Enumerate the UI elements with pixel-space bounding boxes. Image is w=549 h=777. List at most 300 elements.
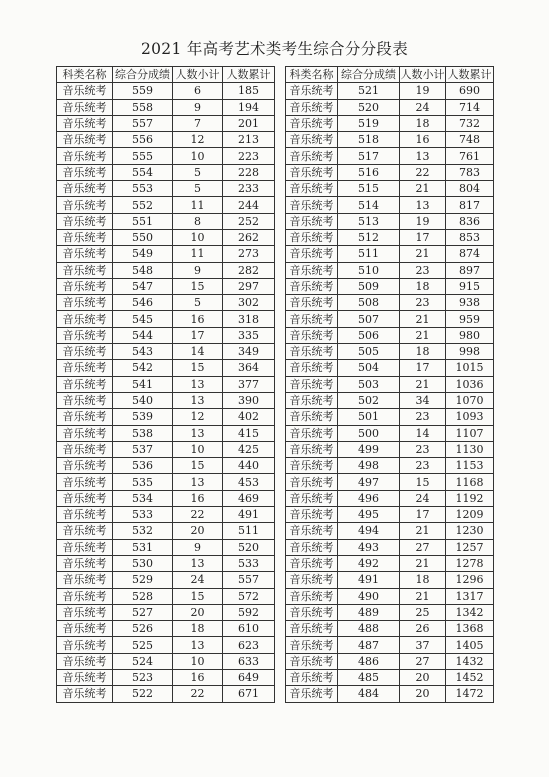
cell-score: 485 — [338, 669, 400, 685]
cell-category: 音乐统考 — [286, 132, 338, 148]
cell-cumulative: 335 — [223, 327, 275, 343]
cell-count: 27 — [400, 539, 446, 555]
cell-cumulative: 1342 — [446, 604, 494, 620]
cell-count: 17 — [400, 507, 446, 523]
cell-cumulative: 262 — [223, 229, 275, 245]
table-row — [286, 115, 494, 131]
header-category: 科类名称 — [57, 67, 113, 83]
cell-category: 音乐统考 — [286, 637, 338, 653]
cell-cumulative: 1168 — [446, 474, 494, 490]
cell-score: 531 — [113, 539, 173, 555]
table-row — [286, 229, 494, 245]
cell-category: 音乐统考 — [286, 653, 338, 669]
table-row — [286, 425, 494, 441]
cell-cumulative: 1452 — [446, 669, 494, 685]
cell-score: 492 — [338, 555, 400, 571]
cell-cumulative: 714 — [446, 99, 494, 115]
cell-count: 15 — [400, 474, 446, 490]
cell-count: 23 — [400, 262, 446, 278]
cell-cumulative: 783 — [446, 164, 494, 180]
table-row — [286, 99, 494, 115]
cell-cumulative: 1368 — [446, 621, 494, 637]
cell-score: 505 — [338, 344, 400, 360]
cell-score: 539 — [113, 409, 173, 425]
cell-score: 526 — [113, 621, 173, 637]
table-row — [57, 246, 275, 262]
cell-count: 16 — [173, 669, 223, 685]
table-row — [57, 262, 275, 278]
cell-cumulative: 511 — [223, 523, 275, 539]
cell-score: 555 — [113, 148, 173, 164]
cell-count: 5 — [173, 164, 223, 180]
cell-count: 25 — [400, 604, 446, 620]
cell-cumulative: 836 — [446, 213, 494, 229]
cell-category: 音乐统考 — [286, 262, 338, 278]
table-header-row — [286, 67, 494, 83]
cell-category: 音乐统考 — [286, 392, 338, 408]
table-header-row — [57, 67, 275, 83]
cell-count: 23 — [400, 441, 446, 457]
cell-score: 496 — [338, 490, 400, 506]
cell-cumulative: 302 — [223, 295, 275, 311]
cell-category: 音乐统考 — [286, 213, 338, 229]
cell-score: 548 — [113, 262, 173, 278]
cell-cumulative: 425 — [223, 441, 275, 457]
cell-category: 音乐统考 — [57, 392, 113, 408]
cell-score: 554 — [113, 164, 173, 180]
cell-category: 音乐统考 — [286, 474, 338, 490]
table-row — [286, 246, 494, 262]
cell-cumulative: 649 — [223, 669, 275, 685]
cell-category: 音乐统考 — [57, 213, 113, 229]
cell-count: 19 — [400, 83, 446, 99]
cell-count: 23 — [400, 458, 446, 474]
cell-cumulative: 273 — [223, 246, 275, 262]
cell-category: 音乐统考 — [57, 458, 113, 474]
cell-cumulative: 761 — [446, 148, 494, 164]
cell-cumulative: 318 — [223, 311, 275, 327]
cell-category: 音乐统考 — [57, 344, 113, 360]
cell-count: 13 — [173, 392, 223, 408]
header-count: 人数小计 — [400, 68, 445, 82]
table-row — [286, 327, 494, 343]
cell-score: 538 — [113, 425, 173, 441]
cell-category: 音乐统考 — [286, 604, 338, 620]
cell-cumulative: 633 — [223, 653, 275, 669]
cell-cumulative: 364 — [223, 360, 275, 376]
cell-cumulative: 533 — [223, 555, 275, 571]
cell-count: 8 — [173, 213, 223, 229]
cell-cumulative: 233 — [223, 181, 275, 197]
cell-category: 音乐统考 — [57, 572, 113, 588]
cell-score: 547 — [113, 278, 173, 294]
cell-score: 535 — [113, 474, 173, 490]
cell-count: 18 — [173, 621, 223, 637]
cell-category: 音乐统考 — [286, 181, 338, 197]
table-row — [57, 311, 275, 327]
cell-count: 24 — [400, 99, 446, 115]
cell-category: 音乐统考 — [57, 197, 113, 213]
table-row — [286, 148, 494, 164]
cell-count: 14 — [173, 344, 223, 360]
table-row — [286, 295, 494, 311]
cell-score: 549 — [113, 246, 173, 262]
cell-score: 498 — [338, 458, 400, 474]
cell-count: 17 — [173, 327, 223, 343]
cell-score: 532 — [113, 523, 173, 539]
cell-score: 529 — [113, 572, 173, 588]
cell-category: 音乐统考 — [57, 360, 113, 376]
cell-category: 音乐统考 — [57, 115, 113, 131]
table-row — [57, 458, 275, 474]
table-row — [57, 360, 275, 376]
cell-score: 556 — [113, 132, 173, 148]
cell-score: 511 — [338, 246, 400, 262]
cell-score: 489 — [338, 604, 400, 620]
cell-score: 519 — [338, 115, 400, 131]
cell-category: 音乐统考 — [286, 523, 338, 539]
page-title: 2021 年高考艺术类考生综合分分段表 — [140, 40, 409, 58]
cell-count: 16 — [173, 311, 223, 327]
header-category: 科类名称 — [286, 67, 338, 83]
cell-category: 音乐统考 — [286, 669, 338, 685]
table-row — [286, 588, 494, 604]
cell-count: 20 — [173, 604, 223, 620]
cell-category: 音乐统考 — [286, 229, 338, 245]
cell-category: 音乐统考 — [286, 148, 338, 164]
table-row — [57, 507, 275, 523]
cell-count: 17 — [400, 229, 446, 245]
cell-count: 22 — [173, 507, 223, 523]
cell-score: 542 — [113, 360, 173, 376]
table-row — [57, 409, 275, 425]
cell-cumulative: 817 — [446, 197, 494, 213]
cell-count: 5 — [173, 295, 223, 311]
cell-category: 音乐统考 — [57, 327, 113, 343]
cell-cumulative: 915 — [446, 278, 494, 294]
table-row — [286, 637, 494, 653]
cell-category: 音乐统考 — [57, 246, 113, 262]
table-row — [286, 539, 494, 555]
cell-count: 20 — [400, 669, 446, 685]
table-row — [57, 213, 275, 229]
cell-cumulative: 980 — [446, 327, 494, 343]
cell-score: 514 — [338, 197, 400, 213]
cell-count: 15 — [173, 588, 223, 604]
cell-category: 音乐统考 — [57, 181, 113, 197]
cell-cumulative: 690 — [446, 83, 494, 99]
table-row — [286, 83, 494, 99]
cell-score: 545 — [113, 311, 173, 327]
cell-score: 533 — [113, 507, 173, 523]
cell-count: 5 — [173, 181, 223, 197]
table-row — [286, 409, 494, 425]
cell-cumulative: 402 — [223, 409, 275, 425]
cell-score: 484 — [338, 686, 400, 702]
cell-category: 音乐统考 — [286, 555, 338, 571]
table-row — [286, 490, 494, 506]
cell-count: 10 — [173, 653, 223, 669]
cell-cumulative: 297 — [223, 278, 275, 294]
cell-cumulative: 491 — [223, 507, 275, 523]
cell-count: 13 — [173, 376, 223, 392]
cell-count: 22 — [173, 686, 223, 702]
cell-cumulative: 804 — [446, 181, 494, 197]
cell-cumulative: 623 — [223, 637, 275, 653]
cell-score: 502 — [338, 392, 400, 408]
table-row — [286, 197, 494, 213]
score-table-left — [56, 66, 275, 703]
cell-count: 16 — [400, 132, 446, 148]
score-table-right — [285, 66, 494, 703]
cell-score: 546 — [113, 295, 173, 311]
cell-count: 12 — [173, 409, 223, 425]
cell-category: 音乐统考 — [57, 686, 113, 702]
cell-category: 音乐统考 — [286, 311, 338, 327]
cell-cumulative: 959 — [446, 311, 494, 327]
cell-count: 15 — [173, 458, 223, 474]
cell-category: 音乐统考 — [57, 425, 113, 441]
table-row — [286, 311, 494, 327]
cell-category: 音乐统考 — [57, 164, 113, 180]
table-row — [286, 132, 494, 148]
cell-category: 音乐统考 — [286, 588, 338, 604]
cell-count: 21 — [400, 588, 446, 604]
cell-count: 21 — [400, 523, 446, 539]
table-row — [286, 686, 494, 702]
table-row — [57, 278, 275, 294]
cell-score: 515 — [338, 181, 400, 197]
cell-count: 11 — [173, 197, 223, 213]
cell-score: 544 — [113, 327, 173, 343]
cell-count: 10 — [173, 148, 223, 164]
cell-count: 13 — [173, 474, 223, 490]
cell-cumulative: 252 — [223, 213, 275, 229]
cell-category: 音乐统考 — [57, 621, 113, 637]
header-score: 综合分成绩 — [338, 67, 400, 83]
table-row — [57, 344, 275, 360]
cell-cumulative: 572 — [223, 588, 275, 604]
cell-category: 音乐统考 — [57, 83, 113, 99]
table-row — [57, 669, 275, 685]
table-row — [57, 474, 275, 490]
cell-score: 559 — [113, 83, 173, 99]
table-row — [286, 360, 494, 376]
table-row — [286, 474, 494, 490]
cell-cumulative: 1405 — [446, 637, 494, 653]
cell-count: 23 — [400, 295, 446, 311]
cell-score: 495 — [338, 507, 400, 523]
cell-category: 音乐统考 — [57, 539, 113, 555]
cell-score: 486 — [338, 653, 400, 669]
table-row — [286, 604, 494, 620]
cell-cumulative: 223 — [223, 148, 275, 164]
table-row — [286, 278, 494, 294]
cell-score: 512 — [338, 229, 400, 245]
cell-score: 504 — [338, 360, 400, 376]
cell-score: 499 — [338, 441, 400, 457]
cell-category: 音乐统考 — [57, 490, 113, 506]
cell-cumulative: 1472 — [446, 686, 494, 702]
cell-score: 488 — [338, 621, 400, 637]
cell-category: 音乐统考 — [286, 164, 338, 180]
cell-category: 音乐统考 — [57, 588, 113, 604]
table-row — [57, 588, 275, 604]
cell-count: 21 — [400, 327, 446, 343]
cell-score: 520 — [338, 99, 400, 115]
table-row — [57, 99, 275, 115]
cell-count: 21 — [400, 376, 446, 392]
cell-category: 音乐统考 — [57, 295, 113, 311]
cell-score: 509 — [338, 278, 400, 294]
table-row — [57, 83, 275, 99]
cell-count: 20 — [173, 523, 223, 539]
cell-score: 558 — [113, 99, 173, 115]
cell-cumulative: 998 — [446, 344, 494, 360]
cell-count: 18 — [400, 572, 446, 588]
cell-score: 552 — [113, 197, 173, 213]
cell-score: 527 — [113, 604, 173, 620]
cell-cumulative: 748 — [446, 132, 494, 148]
cell-category: 音乐统考 — [57, 555, 113, 571]
cell-category: 音乐统考 — [286, 278, 338, 294]
cell-score: 553 — [113, 181, 173, 197]
table-row — [286, 669, 494, 685]
cell-count: 14 — [400, 425, 446, 441]
cell-category: 音乐统考 — [286, 197, 338, 213]
table-row — [57, 572, 275, 588]
cell-category: 音乐统考 — [286, 246, 338, 262]
cell-category: 音乐统考 — [286, 425, 338, 441]
cell-score: 494 — [338, 523, 400, 539]
cell-cumulative: 1093 — [446, 409, 494, 425]
cell-score: 513 — [338, 213, 400, 229]
cell-count: 15 — [173, 278, 223, 294]
cell-cumulative: 440 — [223, 458, 275, 474]
table-row — [57, 604, 275, 620]
cell-count: 16 — [173, 490, 223, 506]
table-row — [286, 392, 494, 408]
cell-category: 音乐统考 — [286, 490, 338, 506]
cell-category: 音乐统考 — [286, 360, 338, 376]
cell-cumulative: 469 — [223, 490, 275, 506]
table-row — [57, 229, 275, 245]
cell-count: 21 — [400, 555, 446, 571]
cell-score: 543 — [113, 344, 173, 360]
cell-category: 音乐统考 — [57, 637, 113, 653]
cell-cumulative: 185 — [223, 83, 275, 99]
cell-count: 34 — [400, 392, 446, 408]
table-row — [57, 181, 275, 197]
cell-count: 19 — [400, 213, 446, 229]
cell-cumulative: 1230 — [446, 523, 494, 539]
table-row — [57, 653, 275, 669]
cell-count: 21 — [400, 311, 446, 327]
cell-category: 音乐统考 — [286, 344, 338, 360]
cell-cumulative: 194 — [223, 99, 275, 115]
cell-score: 522 — [113, 686, 173, 702]
cell-cumulative: 853 — [446, 229, 494, 245]
cell-category: 音乐统考 — [57, 229, 113, 245]
cell-cumulative: 1317 — [446, 588, 494, 604]
header-cumulative: 人数累计 — [223, 67, 275, 83]
header-score: 综合分成绩 — [113, 67, 173, 83]
cell-score: 491 — [338, 572, 400, 588]
cell-category: 音乐统考 — [286, 621, 338, 637]
cell-category: 音乐统考 — [57, 99, 113, 115]
table-row — [57, 490, 275, 506]
header-count: 人数小计 — [173, 67, 223, 83]
table-row — [57, 115, 275, 131]
cell-count: 26 — [400, 621, 446, 637]
cell-category: 音乐统考 — [286, 376, 338, 392]
cell-score: 518 — [338, 132, 400, 148]
cell-score: 550 — [113, 229, 173, 245]
cell-cumulative: 610 — [223, 621, 275, 637]
cell-cumulative: 938 — [446, 295, 494, 311]
cell-score: 510 — [338, 262, 400, 278]
cell-count: 20 — [400, 686, 446, 702]
table-row — [57, 686, 275, 702]
cell-score: 524 — [113, 653, 173, 669]
cell-score: 506 — [338, 327, 400, 343]
cell-count: 13 — [173, 425, 223, 441]
cell-count: 23 — [400, 409, 446, 425]
table-row — [57, 425, 275, 441]
cell-cumulative: 377 — [223, 376, 275, 392]
cell-count: 6 — [173, 83, 223, 99]
cell-cumulative: 282 — [223, 262, 275, 278]
cell-cumulative: 1209 — [446, 507, 494, 523]
cell-category: 音乐统考 — [57, 523, 113, 539]
table-row — [286, 523, 494, 539]
cell-count: 18 — [400, 115, 446, 131]
cell-score: 536 — [113, 458, 173, 474]
cell-category: 音乐统考 — [57, 474, 113, 490]
cell-count: 13 — [400, 197, 446, 213]
cell-cumulative: 213 — [223, 132, 275, 148]
cell-count: 24 — [400, 490, 446, 506]
cell-cumulative: 415 — [223, 425, 275, 441]
cell-count: 24 — [173, 572, 223, 588]
cell-score: 517 — [338, 148, 400, 164]
cell-category: 音乐统考 — [57, 441, 113, 457]
cell-score: 501 — [338, 409, 400, 425]
cell-count: 12 — [173, 132, 223, 148]
cell-count: 18 — [400, 344, 446, 360]
table-row — [57, 132, 275, 148]
cell-count: 10 — [173, 441, 223, 457]
cell-cumulative: 520 — [223, 539, 275, 555]
cell-cumulative: 1107 — [446, 425, 494, 441]
cell-cumulative: 453 — [223, 474, 275, 490]
table-row — [286, 376, 494, 392]
table-row — [286, 572, 494, 588]
cell-category: 音乐统考 — [57, 507, 113, 523]
cell-score: 528 — [113, 588, 173, 604]
cell-category: 音乐统考 — [57, 604, 113, 620]
table-row — [57, 555, 275, 571]
cell-cumulative: 1432 — [446, 653, 494, 669]
cell-count: 18 — [400, 278, 446, 294]
header-cumulative: 人数累计 — [447, 68, 492, 82]
table-row — [57, 148, 275, 164]
cell-count: 9 — [173, 539, 223, 555]
cell-cumulative: 390 — [223, 392, 275, 408]
cell-cumulative: 1257 — [446, 539, 494, 555]
cell-category: 音乐统考 — [57, 376, 113, 392]
cell-category: 音乐统考 — [57, 262, 113, 278]
